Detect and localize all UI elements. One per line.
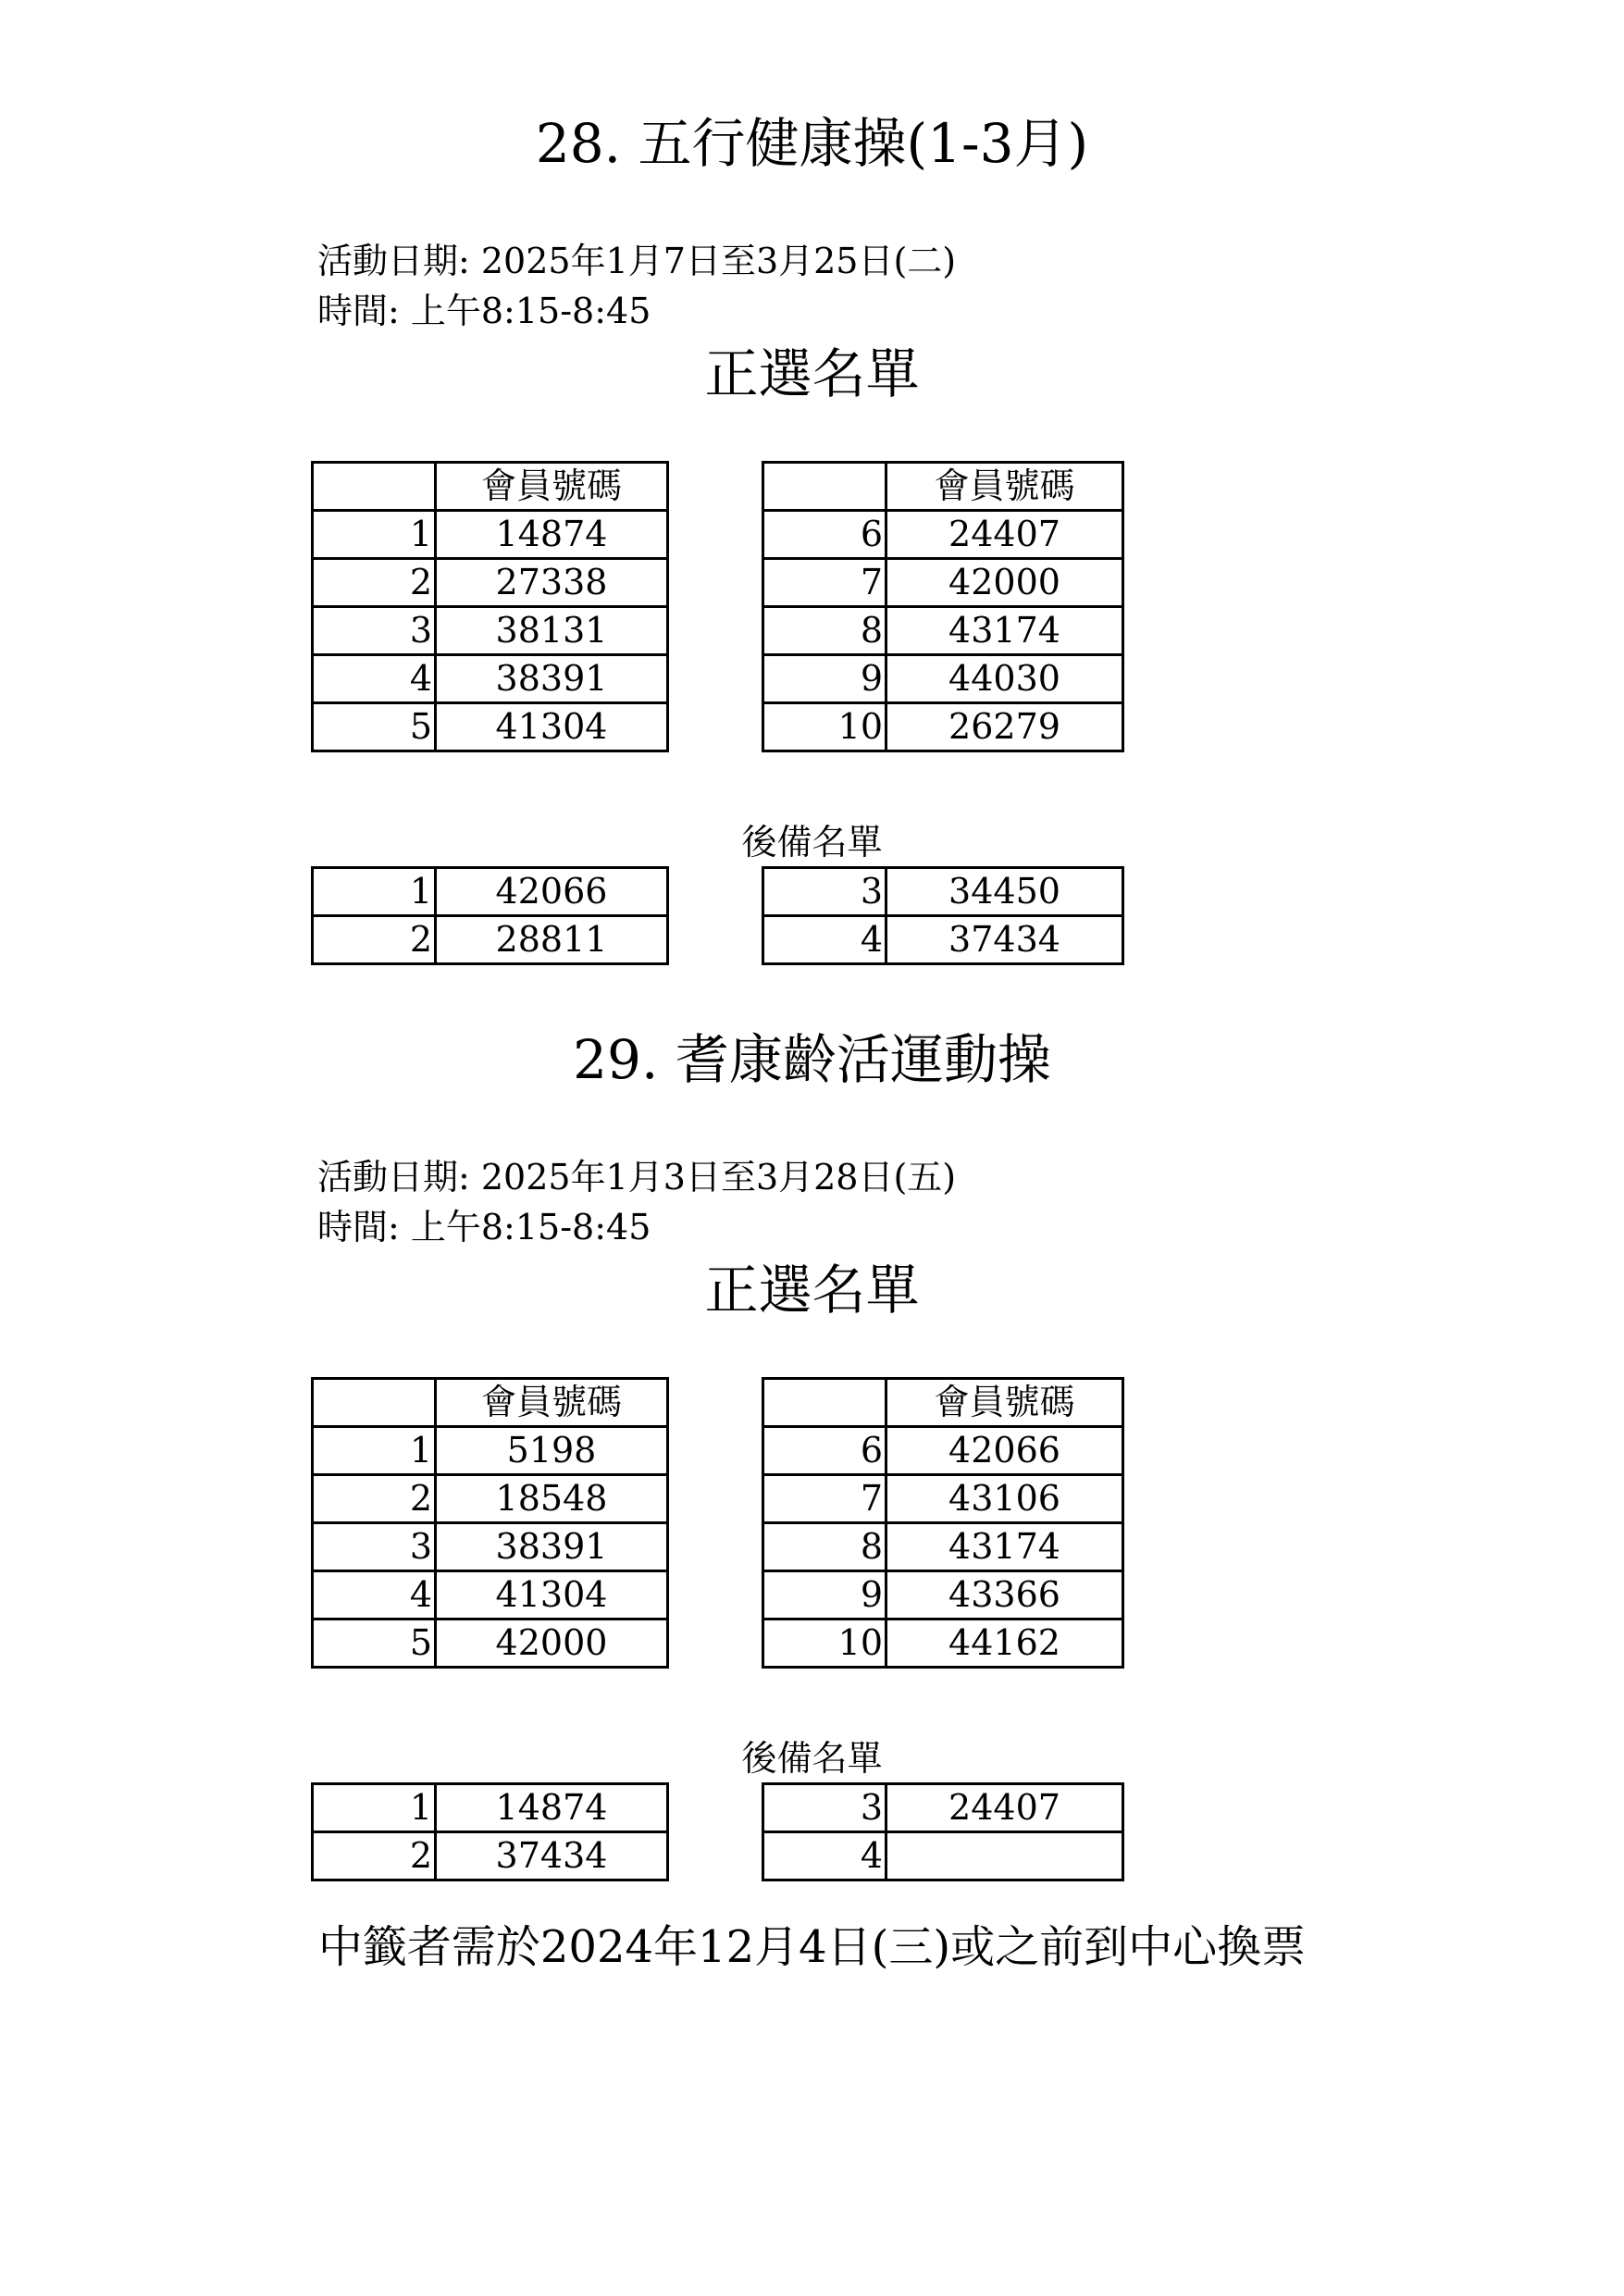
row-index: 2	[313, 559, 436, 607]
member-number: 41304	[436, 1571, 668, 1620]
member-number: 24407	[886, 1784, 1123, 1832]
section-title: 28. 五行健康操(1-3月)	[535, 112, 1089, 175]
member-number: 38391	[436, 655, 668, 703]
member-number-header: 會員號碼	[886, 1379, 1123, 1427]
row-index: 8	[763, 607, 886, 655]
member-number	[886, 1832, 1123, 1880]
table-row	[763, 1571, 1123, 1620]
row-index: 3	[763, 868, 886, 916]
activity-date: 活動日期: 2025年1月7日至3月25日(二)	[317, 241, 957, 281]
row-index: 7	[763, 559, 886, 607]
row-index: 3	[313, 607, 436, 655]
main-list-table-right	[762, 1377, 1124, 1669]
index-header-cell	[313, 463, 436, 511]
table-row	[763, 868, 1123, 916]
row-index: 10	[763, 1620, 886, 1668]
table-row	[763, 1523, 1123, 1571]
member-number: 26279	[886, 703, 1123, 751]
member-number-header: 會員號碼	[886, 463, 1123, 511]
row-index: 1	[313, 1427, 436, 1475]
main-list-table-left	[311, 1377, 669, 1669]
member-number-header: 會員號碼	[436, 1379, 668, 1427]
main-list-table-left	[311, 461, 669, 752]
activity-time: 時間: 上午8:15-8:45	[317, 1207, 651, 1247]
row-index: 3	[763, 1784, 886, 1832]
table-row	[313, 559, 668, 607]
table-row	[313, 1620, 668, 1668]
table-header-row	[313, 463, 668, 511]
member-number: 24407	[886, 511, 1123, 559]
row-index: 5	[313, 1620, 436, 1668]
table-row	[763, 1784, 1123, 1832]
table-row	[763, 1620, 1123, 1668]
table-row	[313, 1475, 668, 1523]
row-index: 6	[763, 511, 886, 559]
reserve-list-table-right	[762, 1782, 1124, 1881]
index-header-cell	[763, 1379, 886, 1427]
member-number: 43174	[886, 1523, 1123, 1571]
table-row	[313, 703, 668, 751]
section-29	[0, 916, 1624, 1876]
table-header-row	[763, 463, 1123, 511]
section-title: 29. 耆康齡活運動操	[573, 1028, 1051, 1091]
row-index: 9	[763, 655, 886, 703]
row-index: 4	[763, 916, 886, 964]
row-index: 9	[763, 1571, 886, 1620]
row-index: 2	[313, 916, 436, 964]
activity-time: 時間: 上午8:15-8:45	[317, 291, 651, 331]
row-index: 1	[313, 1784, 436, 1832]
table-row	[313, 1523, 668, 1571]
row-index: 4	[313, 655, 436, 703]
table-row	[763, 1427, 1123, 1475]
row-index: 2	[313, 1832, 436, 1880]
member-number: 37434	[886, 916, 1123, 964]
member-number: 27338	[436, 559, 668, 607]
member-number: 42000	[886, 559, 1123, 607]
index-header-cell	[763, 463, 886, 511]
row-index: 4	[313, 1571, 436, 1620]
member-number: 42066	[436, 868, 668, 916]
member-number: 5198	[436, 1427, 668, 1475]
ticket-exchange-notice: 中籤者需於2024年12月4日(三)或之前到中心換票	[317, 1921, 1307, 1973]
table-row	[763, 655, 1123, 703]
table-row	[313, 1427, 668, 1475]
row-index: 2	[313, 1475, 436, 1523]
row-index: 1	[313, 511, 436, 559]
row-index: 3	[313, 1523, 436, 1571]
row-index: 1	[313, 868, 436, 916]
reserve-list-heading: 後備名單	[741, 1738, 883, 1779]
member-number: 14874	[436, 1784, 668, 1832]
activity-date: 活動日期: 2025年1月3日至3月28日(五)	[317, 1157, 957, 1198]
row-index: 5	[313, 703, 436, 751]
member-number: 41304	[436, 703, 668, 751]
member-number: 42066	[886, 1427, 1123, 1475]
member-number: 38391	[436, 1523, 668, 1571]
member-number: 43106	[886, 1475, 1123, 1523]
member-number: 34450	[886, 868, 1123, 916]
row-index: 7	[763, 1475, 886, 1523]
section-28	[0, 0, 1624, 960]
row-index: 10	[763, 703, 886, 751]
main-list-heading: 正選名單	[704, 1259, 920, 1322]
member-number: 44162	[886, 1620, 1123, 1668]
table-row	[763, 703, 1123, 751]
table-row	[313, 1571, 668, 1620]
member-number: 14874	[436, 511, 668, 559]
row-index: 8	[763, 1523, 886, 1571]
table-header-row	[763, 1379, 1123, 1427]
table-row	[763, 511, 1123, 559]
table-row	[763, 559, 1123, 607]
member-number: 38131	[436, 607, 668, 655]
row-index: 6	[763, 1427, 886, 1475]
table-row	[763, 607, 1123, 655]
member-number: 37434	[436, 1832, 668, 1880]
member-number: 44030	[886, 655, 1123, 703]
member-number: 42000	[436, 1620, 668, 1668]
main-list-heading: 正選名單	[704, 342, 920, 405]
member-number: 43366	[886, 1571, 1123, 1620]
table-row	[763, 1475, 1123, 1523]
main-list-table-right	[762, 461, 1124, 752]
table-row	[313, 607, 668, 655]
table-header-row	[313, 1379, 668, 1427]
member-number-header: 會員號碼	[436, 463, 668, 511]
table-row	[763, 1832, 1123, 1880]
table-row	[313, 655, 668, 703]
row-index: 4	[763, 1832, 886, 1880]
reserve-list-heading: 後備名單	[741, 822, 883, 863]
member-number: 43174	[886, 607, 1123, 655]
index-header-cell	[313, 1379, 436, 1427]
table-row	[313, 1832, 668, 1880]
table-row	[313, 868, 668, 916]
table-row	[313, 511, 668, 559]
reserve-list-table-left	[311, 1782, 669, 1881]
member-number: 28811	[436, 916, 668, 964]
member-number: 18548	[436, 1475, 668, 1523]
table-row	[313, 1784, 668, 1832]
